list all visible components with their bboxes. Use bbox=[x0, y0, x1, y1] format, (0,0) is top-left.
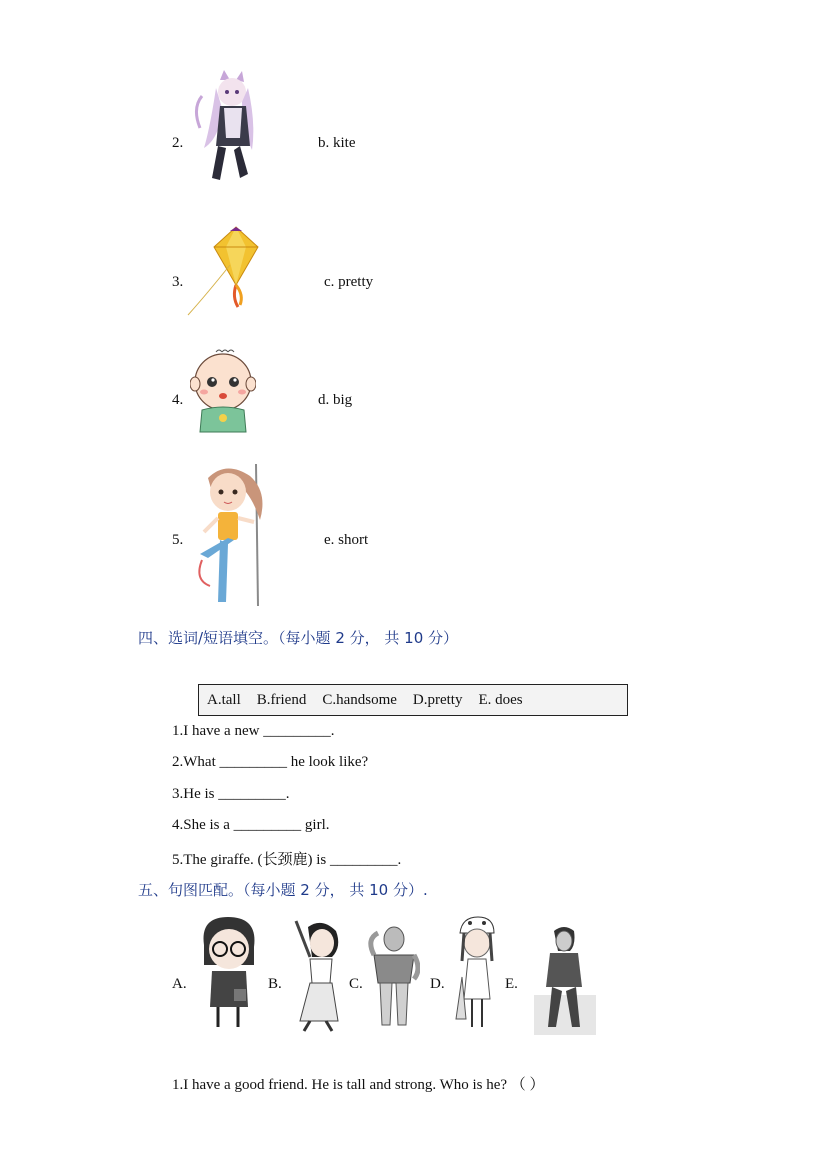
girl-with-umbrella-picture bbox=[452, 915, 502, 1035]
section5-heading: 五、句图匹配。（每小题 2 分， 共 10 分）. bbox=[138, 881, 428, 899]
word-bank-option: E. does bbox=[478, 691, 523, 708]
fill-question-4: 4.She is a _________ girl. bbox=[172, 817, 330, 833]
picture-label-e: E. bbox=[505, 976, 518, 992]
word-bank-option: C.handsome bbox=[322, 691, 397, 708]
kite-picture bbox=[186, 225, 276, 319]
match-question-1: 1.I have a good friend. He is tall and strong. Who is he? （ ） bbox=[172, 1077, 545, 1093]
word-option: c. pretty bbox=[324, 274, 374, 290]
word-option: b. kite bbox=[318, 135, 356, 151]
picture-label-a: A. bbox=[172, 976, 187, 992]
word-bank-box bbox=[198, 684, 628, 716]
word-bank-option: D.pretty bbox=[412, 691, 463, 708]
row-number: 3. bbox=[172, 274, 184, 290]
picture-label-d: D. bbox=[430, 976, 445, 992]
section4-heading: 四、选词/短语填空。（每小题 2 分， 共 10 分） bbox=[138, 629, 459, 647]
row-number: 2. bbox=[172, 135, 184, 151]
fill-question-5: 5.The giraffe. (长颈鹿) is _________. bbox=[172, 852, 402, 868]
anime-cat-girl-picture bbox=[190, 68, 268, 196]
tall-girl-picture bbox=[188, 462, 272, 608]
fill-question-2: 2.What _________ he look like? bbox=[172, 754, 369, 770]
word-bank-option: A.tall bbox=[207, 691, 241, 708]
word-option: d. big bbox=[318, 392, 353, 408]
fill-question-3: 3.He is _________. bbox=[172, 786, 290, 802]
baby-picture bbox=[190, 348, 256, 438]
fill-question-1: 1.I have a new _________. bbox=[172, 723, 335, 739]
word-option: e. short bbox=[324, 532, 369, 548]
picture-label-c: C. bbox=[349, 976, 363, 992]
girl-waving-picture bbox=[288, 917, 344, 1035]
girl-with-glasses-picture bbox=[198, 915, 260, 1035]
tall-man-picture bbox=[534, 925, 596, 1035]
picture-label-b: B. bbox=[268, 976, 282, 992]
row-number: 5. bbox=[172, 532, 184, 548]
strong-man-picture bbox=[368, 925, 420, 1033]
word-bank-option: B.friend bbox=[256, 691, 307, 708]
row-number: 4. bbox=[172, 392, 184, 408]
